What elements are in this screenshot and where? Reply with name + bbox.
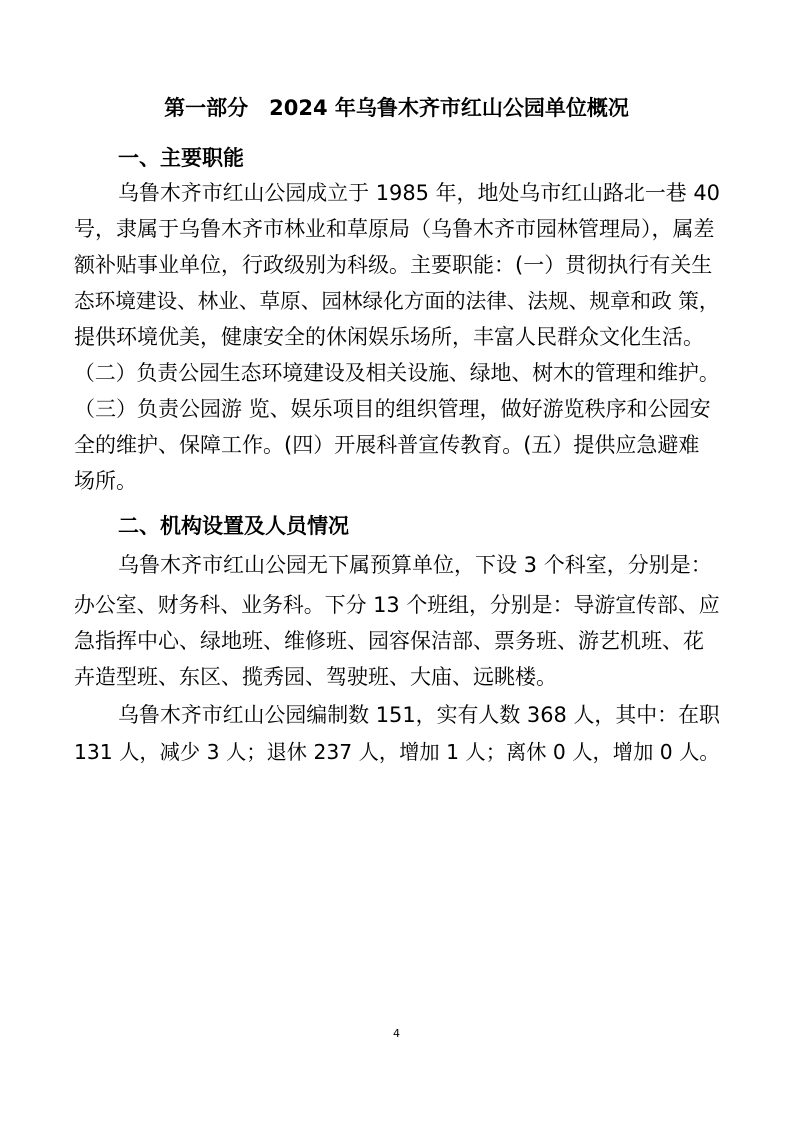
paragraph-line: 办公室、财务科、业务科。下分 13 个班组，分别是：导游宣传部、应: [74, 593, 720, 617]
paragraph-line: 乌鲁木齐市红山公园无下属预算单位，下设 3 个科室，分别是：: [118, 553, 712, 577]
paragraph-line: 提供环境优美，健康安全的休闲娱乐场所，丰富人民群众文化生活。: [74, 325, 704, 349]
paragraph-line: 号，隶属于乌鲁木齐市林业和草原局（乌鲁木齐市园林管理局），属差: [74, 217, 715, 241]
paragraph-line: 场所。: [74, 469, 137, 493]
paragraph-line: （二）负责公园生态环境建设及相关设施、绿地、树木的管理和维护。: [74, 361, 720, 385]
paragraph-line: 额补贴事业单位，行政级别为科级。主要职能：(一）贯彻执行有关生: [74, 253, 713, 277]
page-title: 第一部分 2024 年乌鲁木齐市红山公园单位概况: [164, 96, 629, 120]
paragraph-line: 全的维护、保障工作。(四）开展科普宣传教育。(五）提供应急避难: [74, 433, 700, 457]
paragraph-line: 卉造型班、东区、揽秀园、驾驶班、大庙、远眺楼。: [74, 665, 557, 689]
page-number: 4: [393, 1027, 400, 1040]
paragraph-line: 乌鲁木齐市红山公园编制数 151，实有人数 368 人，其中：在职: [118, 703, 720, 727]
paragraph-line: 态环境建设、林业、草原、园林绿化方面的法律、法规、规章和政 策，: [74, 289, 720, 313]
section-heading-main-functions: 一、主要职能: [118, 146, 244, 170]
paragraph-line: 急指挥中心、绿地班、维修班、园容保洁部、票务班、游艺机班、花: [74, 629, 704, 653]
paragraph-line: 乌鲁木齐市红山公园成立于 1985 年，地处乌市红山路北一巷 40: [118, 181, 720, 205]
paragraph-line: 131 人，减少 3 人；退休 237 人，增加 1 人；离休 0 人，增加 0 人。: [74, 740, 720, 764]
section-heading-organization: 二、机构设置及人员情况: [118, 514, 349, 538]
paragraph-line: （三）负责公园游 览、娱乐项目的组织管理，做好游览秩序和公园安: [74, 397, 711, 421]
